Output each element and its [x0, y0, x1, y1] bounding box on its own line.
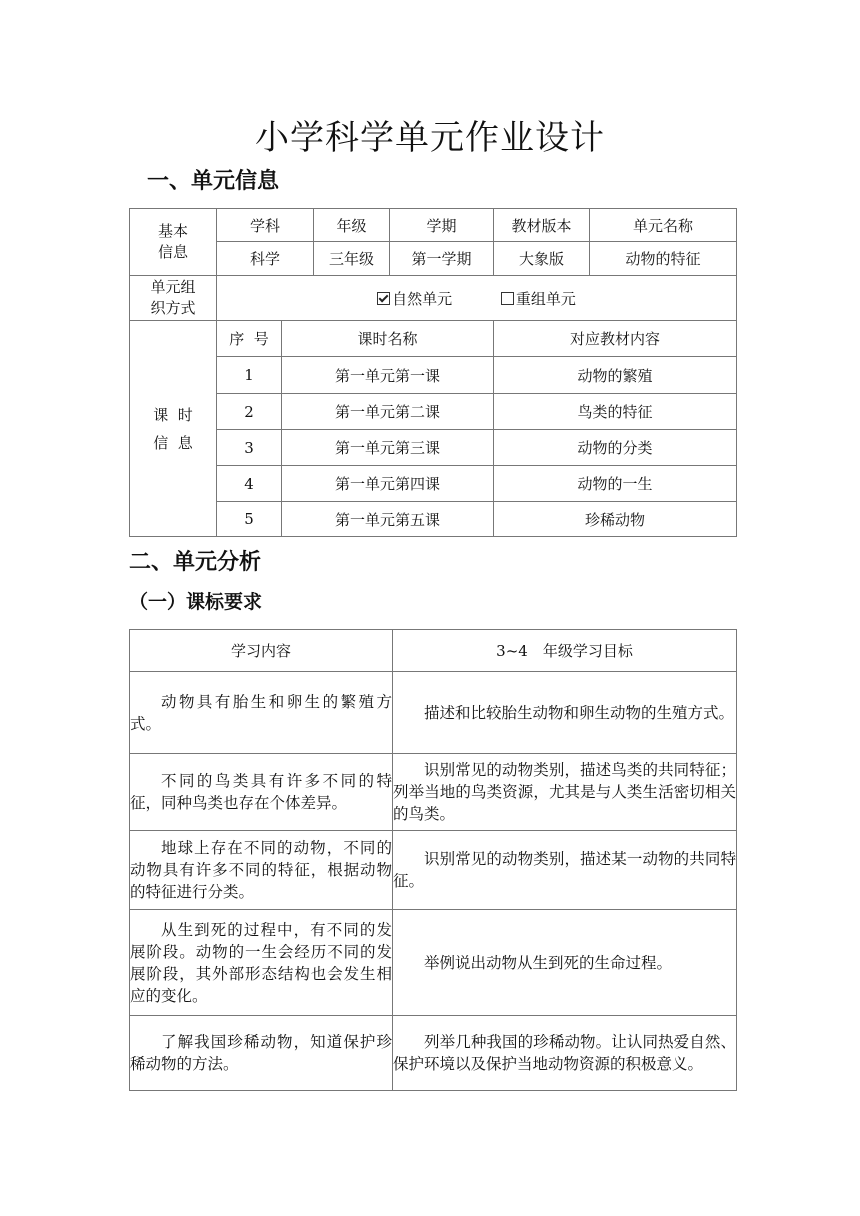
header-term: 学期 — [390, 209, 494, 242]
section-unit-info-heading: 一、单元信息 — [147, 169, 280, 194]
standards-content-cell: 不同的鸟类具有许多不同的特征，同种鸟类也存在个体差异。 — [130, 754, 393, 831]
section-unit-analysis-heading: 二、单元分析 — [129, 550, 262, 575]
standards-content-cell: 了解我国珍稀动物，知道保护珍稀动物的方法。 — [130, 1016, 393, 1091]
value-unit-name: 动物的特征 — [590, 242, 737, 276]
standards-content-cell: 从生到死的过程中，有不同的发展阶段。动物的一生会经历不同的发展阶段，其外部形态结构也会发生相应的变化。 — [130, 910, 393, 1016]
lesson-name: 第一单元第五课 — [282, 502, 494, 537]
header-edition: 教材版本 — [494, 209, 590, 242]
org-method-label: 单元组 织方式 — [130, 276, 217, 321]
standards-content-cell: 动物具有胎生和卵生的繁殖方式。 — [130, 672, 393, 754]
natural-unit-label: 自然单元 — [392, 289, 453, 308]
lesson-content: 动物的分类 — [494, 430, 737, 466]
lesson-info-label: 课 时 信 息 — [130, 321, 217, 537]
header-unit-name: 单元名称 — [590, 209, 737, 242]
org-method-options — [217, 276, 737, 321]
standards-goal-cell: 列举几种我国的珍稀动物。让认同热爱自然、保护环境以及保护当地动物资源的积极意义。 — [393, 1016, 737, 1091]
lesson-no: 5 — [217, 502, 282, 537]
standards-header-content: 学习内容 — [130, 630, 393, 672]
value-grade: 三年级 — [314, 242, 390, 276]
lesson-no: 3 — [217, 430, 282, 466]
header-subject: 学科 — [217, 209, 314, 242]
standards-goal-cell: 举例说出动物从生到死的生命过程。 — [393, 910, 737, 1016]
regroup-unit-checkbox[interactable] — [501, 292, 514, 305]
subsection-standards-heading: （一）课标要求 — [129, 591, 263, 613]
lesson-header-no: 序 号 — [217, 321, 282, 357]
lesson-header-content: 对应教材内容 — [494, 321, 737, 357]
lesson-content: 动物的繁殖 — [494, 357, 737, 394]
lesson-content: 鸟类的特征 — [494, 394, 737, 430]
natural-unit-option[interactable] — [377, 288, 452, 309]
lesson-no: 4 — [217, 466, 282, 502]
lesson-header-name: 课时名称 — [282, 321, 494, 357]
lesson-name: 第一单元第二课 — [282, 394, 494, 430]
standards-goal-cell: 描述和比较胎生动物和卵生动物的生殖方式。 — [393, 672, 737, 754]
lesson-name: 第一单元第三课 — [282, 430, 494, 466]
value-subject: 科学 — [217, 242, 314, 276]
natural-unit-checkbox[interactable] — [377, 292, 390, 305]
standards-table — [129, 629, 737, 1091]
regroup-unit-option[interactable] — [501, 288, 576, 309]
lesson-no: 1 — [217, 357, 282, 394]
basic-info-label: 基本 信息 — [130, 209, 217, 276]
unit-info-table — [129, 208, 737, 537]
value-edition: 大象版 — [494, 242, 590, 276]
lesson-content: 动物的一生 — [494, 466, 737, 502]
standards-goal-cell: 识别常见的动物类别，描述鸟类的共同特征；列举当地的鸟类资源，尤其是与人类生活密切相关的鸟类。 — [393, 754, 737, 831]
standards-content-cell: 地球上存在不同的动物，不同的动物具有许多不同的特征，根据动物的特征进行分类。 — [130, 831, 393, 910]
lesson-content: 珍稀动物 — [494, 502, 737, 537]
lesson-name: 第一单元第一课 — [282, 357, 494, 394]
lesson-no: 2 — [217, 394, 282, 430]
standards-header-goal: 3~4 年级学习目标 — [393, 630, 737, 672]
lesson-name: 第一单元第四课 — [282, 466, 494, 502]
value-term: 第一学期 — [390, 242, 494, 276]
header-grade: 年级 — [314, 209, 390, 242]
regroup-unit-label: 重组单元 — [515, 289, 576, 308]
document-title: 小学科学单元作业设计 — [255, 118, 605, 158]
standards-goal-cell: 识别常见的动物类别，描述某一动物的共同特征。 — [393, 831, 737, 910]
